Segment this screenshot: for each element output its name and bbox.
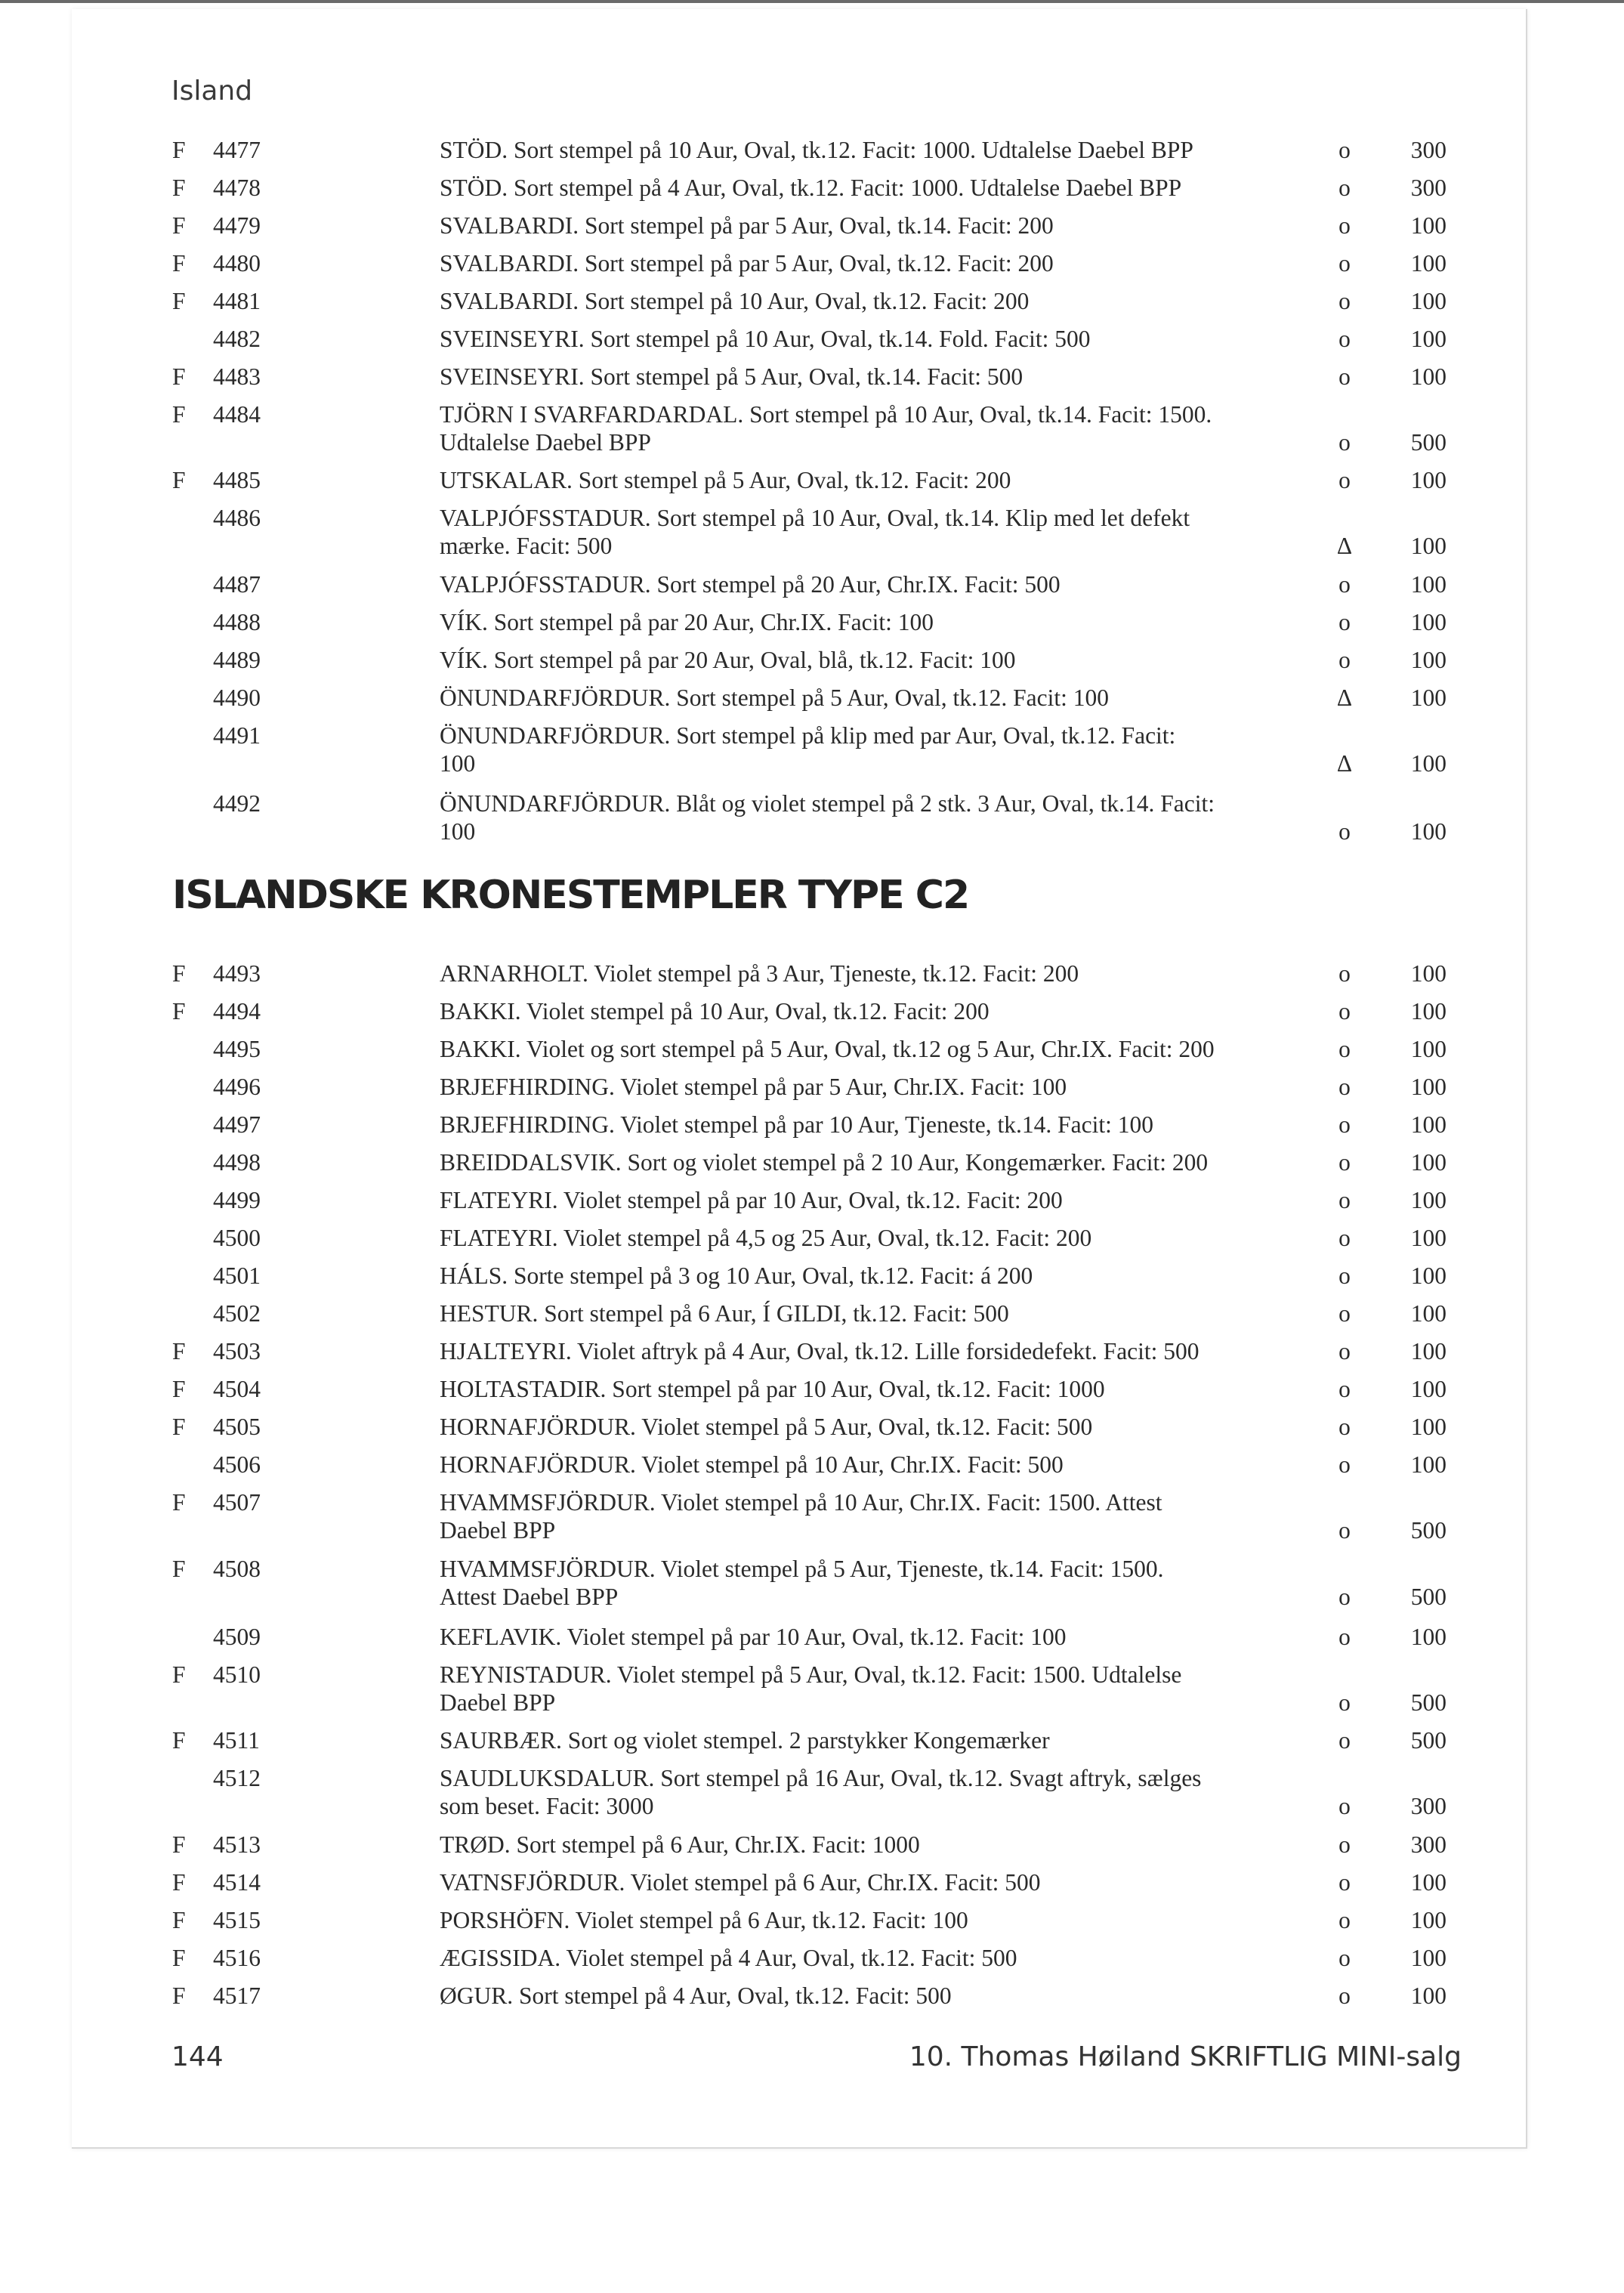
- lot-number: 4511: [213, 1727, 260, 1754]
- lot-number: 4508: [213, 1556, 261, 1582]
- lot-description: [440, 570, 1320, 598]
- lot-number: 4480: [213, 250, 261, 277]
- lot-description-line: VÍK. Sort stempel på par 20 Aur, Oval, blå, tk.12. Facit: 100: [440, 647, 1016, 673]
- lot-condition: o: [1338, 1036, 1351, 1062]
- lot-flag: F: [172, 1869, 186, 1896]
- lot-description: [440, 1413, 1320, 1441]
- lot-description: [440, 1661, 1320, 1717]
- lot-condition: Δ: [1336, 685, 1353, 711]
- lot-price: 100: [1410, 1149, 1446, 1176]
- lot-number: 4496: [213, 1074, 261, 1100]
- lot-description-line: STÖD. Sort stempel på 10 Aur, Oval, tk.12. Facit: 1000. Udtalelse Daebel BPP: [440, 137, 1193, 163]
- lot-flag: F: [172, 1982, 186, 2009]
- lot-price: 100: [1410, 1300, 1446, 1327]
- lot-description-line: SVEINSEYRI. Sort stempel på 5 Aur, Oval, tk.14. Facit: 500: [440, 363, 1023, 390]
- lot-description-line: HORNAFJÖRDUR. Violet stempel på 10 Aur, Chr.IX. Facit: 500: [440, 1451, 1064, 1478]
- lot-number: 4501: [213, 1262, 261, 1289]
- lot-description-line: UTSKALAR. Sort stempel på 5 Aur, Oval, tk.12. Facit: 200: [440, 467, 1011, 493]
- lot-description: [440, 287, 1320, 315]
- lot-number: 4492: [213, 790, 261, 817]
- lot-description: [440, 174, 1320, 202]
- lot-price: 100: [1410, 1338, 1446, 1364]
- lot-description-line: mærke. Facit: 500: [440, 533, 613, 559]
- lot-description: [440, 136, 1320, 164]
- lot-price: 100: [1410, 1982, 1446, 2009]
- lot-condition: o: [1338, 609, 1351, 635]
- lot-flag: F: [172, 137, 186, 163]
- lot-description-line: BAKKI. Violet og sort stempel på 5 Aur, Oval, tk.12 og 5 Aur, Chr.IX. Facit: 200: [440, 1036, 1215, 1062]
- lot-description-line: ARNARHOLT. Violet stempel på 3 Aur, Tjeneste, tk.12. Facit: 200: [440, 960, 1079, 987]
- lot-price: 300: [1410, 1793, 1446, 1819]
- lot-flag: F: [172, 1338, 186, 1364]
- lot-flag: F: [172, 960, 186, 987]
- lot-price: 100: [1410, 1869, 1446, 1896]
- lot-description-line: SVEINSEYRI. Sort stempel på 10 Aur, Oval, tk.14. Fold. Facit: 500: [440, 326, 1091, 352]
- lot-description: [440, 1764, 1320, 1820]
- lot-condition: o: [1338, 1624, 1351, 1650]
- lot-description: [440, 1148, 1320, 1176]
- lot-number: 4479: [213, 212, 261, 239]
- lot-number: 4504: [213, 1376, 261, 1402]
- lot-condition: o: [1338, 137, 1351, 163]
- lot-price: 100: [1410, 571, 1446, 598]
- lot-condition: o: [1338, 1074, 1351, 1100]
- lot-description-line: FLATEYRI. Violet stempel på 4,5 og 25 Aur, Oval, tk.12. Facit: 200: [440, 1225, 1092, 1251]
- lot-price: 100: [1410, 363, 1446, 390]
- lot-condition: Δ: [1336, 750, 1353, 777]
- lot-flag: F: [172, 1414, 186, 1440]
- lot-condition: o: [1338, 288, 1351, 314]
- lot-flag: F: [172, 467, 186, 493]
- lot-description-line: Daebel BPP: [440, 1689, 556, 1716]
- lot-description-line: 100: [440, 818, 476, 845]
- lot-condition: o: [1338, 571, 1351, 598]
- scan-top-edge: [0, 0, 1624, 3]
- lot-condition: o: [1338, 429, 1351, 456]
- lot-number: 4498: [213, 1149, 261, 1176]
- lot-price: 500: [1410, 429, 1446, 456]
- lot-description-line: Daebel BPP: [440, 1517, 556, 1544]
- lot-condition: o: [1338, 1414, 1351, 1440]
- lot-price: 100: [1410, 1945, 1446, 1971]
- lot-number: 4510: [213, 1661, 261, 1688]
- lot-price: 100: [1410, 212, 1446, 239]
- lot-flag: F: [172, 212, 186, 239]
- lot-price: 100: [1410, 467, 1446, 493]
- lot-price: 100: [1410, 250, 1446, 277]
- lot-number: 4478: [213, 175, 261, 201]
- lot-description-line: VALPJÓFSSTADUR. Sort stempel på 10 Aur, Oval, tk.14. Klip med let defekt: [440, 505, 1190, 531]
- lot-flag: F: [172, 1831, 186, 1858]
- lot-description-line: TJÖRN I SVARFARDARDAL. Sort stempel på 10 Aur, Oval, tk.14. Facit: 1500.: [440, 401, 1212, 428]
- lot-price: 100: [1410, 685, 1446, 711]
- lot-condition: o: [1338, 250, 1351, 277]
- lot-price: 100: [1410, 960, 1446, 987]
- lot-description-line: KEFLAVIK. Violet stempel på par 10 Aur, Oval, tk.12. Facit: 100: [440, 1624, 1067, 1650]
- lot-condition: o: [1338, 818, 1351, 845]
- lot-condition: o: [1338, 1584, 1351, 1610]
- lot-number: 4517: [213, 1982, 261, 2009]
- lot-condition: o: [1338, 1869, 1351, 1896]
- lot-description-line: 100: [440, 750, 476, 777]
- lot-flag: F: [172, 175, 186, 201]
- lot-price: 100: [1410, 1907, 1446, 1933]
- lot-number: 4493: [213, 960, 261, 987]
- lot-condition: o: [1338, 960, 1351, 987]
- lot-description-line: SVALBARDI. Sort stempel på par 5 Aur, Oval, tk.12. Facit: 200: [440, 250, 1054, 277]
- lot-description: [440, 1982, 1320, 2010]
- lot-description-line: HVAMMSFJÖRDUR. Violet stempel på 5 Aur, Tjeneste, tk.14. Facit: 1500.: [440, 1556, 1164, 1582]
- lot-description: [440, 466, 1320, 494]
- lot-condition: o: [1338, 647, 1351, 673]
- lot-number: 4500: [213, 1225, 261, 1251]
- section-title: ISLANDSKE KRONESTEMPLER TYPE C2: [172, 873, 969, 918]
- lot-price: 500: [1410, 1517, 1446, 1544]
- lot-number: 4509: [213, 1624, 261, 1650]
- lot-price: 300: [1410, 1831, 1446, 1858]
- lot-price: 100: [1410, 1624, 1446, 1650]
- lot-description: [440, 1375, 1320, 1403]
- lot-number: 4482: [213, 326, 261, 352]
- lot-description: [440, 212, 1320, 239]
- lot-price: 100: [1410, 1074, 1446, 1100]
- lot-description-line: Udtalelse Daebel BPP: [440, 429, 651, 456]
- lot-description-line: ÆGISSIDA. Violet stempel på 4 Aur, Oval, tk.12. Facit: 500: [440, 1945, 1017, 1971]
- lot-description: [440, 790, 1320, 845]
- lot-price: 100: [1410, 750, 1446, 777]
- lot-price: 100: [1410, 1187, 1446, 1213]
- lot-number: 4485: [213, 467, 261, 493]
- lot-number: 4503: [213, 1338, 261, 1364]
- lot-number: 4489: [213, 647, 261, 673]
- lot-description: [440, 1073, 1320, 1101]
- lot-flag: F: [172, 1376, 186, 1402]
- lot-condition: o: [1338, 1262, 1351, 1289]
- lot-description-line: BRJEFHIRDING. Violet stempel på par 10 Aur, Tjeneste, tk.14. Facit: 100: [440, 1111, 1153, 1138]
- lot-description: [440, 1623, 1320, 1651]
- lot-condition: o: [1338, 1376, 1351, 1402]
- lot-price: 500: [1410, 1584, 1446, 1610]
- lot-description: [440, 363, 1320, 391]
- lot-description: [440, 1224, 1320, 1252]
- lot-description-line: PORSHÖFN. Violet stempel på 6 Aur, tk.12. Facit: 100: [440, 1907, 968, 1933]
- lot-description-line: Attest Daebel BPP: [440, 1584, 619, 1610]
- lot-description: [440, 997, 1320, 1025]
- catalog-title: 10. Thomas Høiland SKRIFTLIG MINI-salg: [909, 2041, 1462, 2072]
- lot-number: 4495: [213, 1036, 261, 1062]
- lot-description: [440, 400, 1320, 456]
- lot-description-line: FLATEYRI. Violet stempel på par 10 Aur, Oval, tk.12. Facit: 200: [440, 1187, 1063, 1213]
- lot-condition: o: [1338, 1793, 1351, 1819]
- lot-description: [440, 1186, 1320, 1214]
- lot-flag: F: [172, 288, 186, 314]
- lot-number: 4515: [213, 1907, 261, 1933]
- lot-description: [440, 1262, 1320, 1290]
- lot-number: 4505: [213, 1414, 261, 1440]
- lot-description-line: VÍK. Sort stempel på par 20 Aur, Chr.IX. Facit: 100: [440, 609, 934, 635]
- lot-condition: o: [1338, 1907, 1351, 1933]
- lot-description-line: SVALBARDI. Sort stempel på par 5 Aur, Oval, tk.14. Facit: 200: [440, 212, 1054, 239]
- lot-condition: o: [1338, 1451, 1351, 1478]
- lot-flag: F: [172, 998, 186, 1024]
- lot-description: [440, 1035, 1320, 1063]
- lot-condition: o: [1338, 1689, 1351, 1716]
- lot-description-line: ØGUR. Sort stempel på 4 Aur, Oval, tk.12. Facit: 500: [440, 1982, 952, 2009]
- lot-price: 100: [1410, 1451, 1446, 1478]
- lot-description: [440, 1451, 1320, 1479]
- lot-flag: F: [172, 1556, 186, 1582]
- lot-description: [440, 249, 1320, 277]
- lot-description-line: VALPJÓFSSTADUR. Sort stempel på 20 Aur, Chr.IX. Facit: 500: [440, 571, 1061, 598]
- lot-number: 4502: [213, 1300, 261, 1327]
- lot-description-line: BAKKI. Violet stempel på 10 Aur, Oval, tk.12. Facit: 200: [440, 998, 990, 1024]
- lot-number: 4486: [213, 505, 261, 531]
- lot-price: 500: [1410, 1689, 1446, 1716]
- lot-description-line: SAURBÆR. Sort og violet stempel. 2 parstykker Kongemærker: [440, 1727, 1050, 1754]
- lot-price: 300: [1410, 137, 1446, 163]
- lot-flag: F: [172, 1945, 186, 1971]
- lot-description-line: BREIDDALSVIK. Sort og violet stempel på 2 10 Aur, Kongemærker. Facit: 200: [440, 1149, 1209, 1176]
- lot-number: 4516: [213, 1945, 261, 1971]
- lot-flag: F: [172, 1661, 186, 1688]
- lot-number: 4507: [213, 1489, 261, 1516]
- lot-description-line: STÖD. Sort stempel på 4 Aur, Oval, tk.12. Facit: 1000. Udtalelse Daebel BPP: [440, 175, 1182, 201]
- lot-price: 100: [1410, 326, 1446, 352]
- lot-description-line: HESTUR. Sort stempel på 6 Aur, Í GILDI, tk.12. Facit: 500: [440, 1300, 1009, 1327]
- lot-description: [440, 1944, 1320, 1972]
- lot-description: [440, 1831, 1320, 1859]
- lot-description-line: HOLTASTADIR. Sort stempel på par 10 Aur, Oval, tk.12. Facit: 1000: [440, 1376, 1105, 1402]
- lot-description-line: REYNISTADUR. Violet stempel på 5 Aur, Oval, tk.12. Facit: 1500. Udtalelse: [440, 1661, 1182, 1688]
- lot-condition: o: [1338, 175, 1351, 201]
- lot-condition: o: [1338, 1517, 1351, 1544]
- lot-description-line: ÖNUNDARFJÖRDUR. Sort stempel på klip med par Aur, Oval, tk.12. Facit:: [440, 722, 1176, 749]
- lot-description-line: ÖNUNDARFJÖRDUR. Blåt og violet stempel på 2 stk. 3 Aur, Oval, tk.14. Facit:: [440, 790, 1215, 817]
- lot-description-line: BRJEFHIRDING. Violet stempel på par 5 Aur, Chr.IX. Facit: 100: [440, 1074, 1067, 1100]
- lot-description-line: HJALTEYRI. Violet aftryk på 4 Aur, Oval, tk.12. Lille forsidedefekt. Facit: 500: [440, 1338, 1199, 1364]
- lot-condition: o: [1338, 467, 1351, 493]
- lot-condition: o: [1338, 326, 1351, 352]
- lot-number: 4488: [213, 609, 261, 635]
- lot-description: [440, 325, 1320, 353]
- lot-price: 100: [1410, 288, 1446, 314]
- lot-condition: o: [1338, 363, 1351, 390]
- lot-description: [440, 1726, 1320, 1754]
- lot-description: [440, 1906, 1320, 1934]
- lot-description: [440, 684, 1320, 712]
- lot-number: 4483: [213, 363, 261, 390]
- lot-description-line: HVAMMSFJÖRDUR. Violet stempel på 10 Aur, Chr.IX. Facit: 1500. Attest: [440, 1489, 1162, 1516]
- lot-description: [440, 1337, 1320, 1365]
- lot-flag: F: [172, 1727, 186, 1754]
- lot-description-line: som beset. Facit: 3000: [440, 1793, 654, 1819]
- lot-description: [440, 646, 1320, 674]
- lot-flag: F: [172, 1907, 186, 1933]
- lot-flag: F: [172, 401, 186, 428]
- lot-condition: o: [1338, 1945, 1351, 1971]
- lot-description-line: SVALBARDI. Sort stempel på 10 Aur, Oval, tk.12. Facit: 200: [440, 288, 1030, 314]
- lot-description: [440, 1868, 1320, 1896]
- lot-condition: o: [1338, 1831, 1351, 1858]
- lot-condition: o: [1338, 1111, 1351, 1138]
- lot-number: 4497: [213, 1111, 261, 1138]
- lot-condition: o: [1338, 212, 1351, 239]
- lot-number: 4514: [213, 1869, 261, 1896]
- lot-price: 100: [1410, 1376, 1446, 1402]
- lot-price: 500: [1410, 1727, 1446, 1754]
- lot-price: 100: [1410, 647, 1446, 673]
- lot-price: 100: [1410, 1225, 1446, 1251]
- lot-number: 4513: [213, 1831, 261, 1858]
- lot-condition: o: [1338, 1338, 1351, 1364]
- lot-number: 4477: [213, 137, 261, 163]
- lot-description: [440, 504, 1320, 560]
- lot-condition: o: [1338, 998, 1351, 1024]
- lot-condition: o: [1338, 1300, 1351, 1327]
- lot-description: [440, 1488, 1320, 1544]
- lot-price: 100: [1410, 998, 1446, 1024]
- lot-condition: o: [1338, 1149, 1351, 1176]
- lot-description: [440, 1111, 1320, 1139]
- lot-price: 100: [1410, 1111, 1446, 1138]
- running-head: Island: [171, 76, 253, 107]
- lot-price: 100: [1410, 609, 1446, 635]
- page-number: 144: [171, 2041, 224, 2072]
- lot-number: 4506: [213, 1451, 261, 1478]
- lot-number: 4490: [213, 685, 261, 711]
- lot-description-line: HORNAFJÖRDUR. Violet stempel på 5 Aur, Oval, tk.12. Facit: 500: [440, 1414, 1093, 1440]
- lot-flag: F: [172, 1489, 186, 1516]
- lot-number: 4491: [213, 722, 261, 749]
- lot-number: 4494: [213, 998, 261, 1024]
- lot-description: [440, 1555, 1320, 1611]
- lot-description-line: TRØD. Sort stempel på 6 Aur, Chr.IX. Facit: 1000: [440, 1831, 920, 1858]
- lot-description-line: HÁLS. Sorte stempel på 3 og 10 Aur, Oval, tk.12. Facit: á 200: [440, 1262, 1033, 1289]
- lot-condition: o: [1338, 1187, 1351, 1213]
- lot-number: 4484: [213, 401, 261, 428]
- lot-description-line: VATNSFJÖRDUR. Violet stempel på 6 Aur, Chr.IX. Facit: 500: [440, 1869, 1041, 1896]
- lot-price: 100: [1410, 533, 1446, 559]
- lot-condition: o: [1338, 1727, 1351, 1754]
- lot-price: 100: [1410, 1414, 1446, 1440]
- lot-flag: F: [172, 250, 186, 277]
- lot-price: 100: [1410, 1036, 1446, 1062]
- lot-description: [440, 608, 1320, 636]
- lot-number: 4487: [213, 571, 261, 598]
- lot-price: 100: [1410, 1262, 1446, 1289]
- lot-description: [440, 960, 1320, 987]
- lot-description-line: ÖNUNDARFJÖRDUR. Sort stempel på 5 Aur, Oval, tk.12. Facit: 100: [440, 685, 1109, 711]
- lot-flag: F: [172, 363, 186, 390]
- lot-number: 4499: [213, 1187, 261, 1213]
- lot-price: 300: [1410, 175, 1446, 201]
- lot-description: [440, 722, 1320, 777]
- lot-description-line: SAUDLUKSDALUR. Sort stempel på 16 Aur, Oval, tk.12. Svagt aftryk, sælges: [440, 1765, 1202, 1791]
- lot-condition: o: [1338, 1225, 1351, 1251]
- lot-number: 4481: [213, 288, 261, 314]
- lot-condition: o: [1338, 1982, 1351, 2009]
- lot-number: 4512: [213, 1765, 261, 1791]
- lot-condition: Δ: [1336, 533, 1353, 559]
- lot-description: [440, 1299, 1320, 1327]
- lot-price: 100: [1410, 818, 1446, 845]
